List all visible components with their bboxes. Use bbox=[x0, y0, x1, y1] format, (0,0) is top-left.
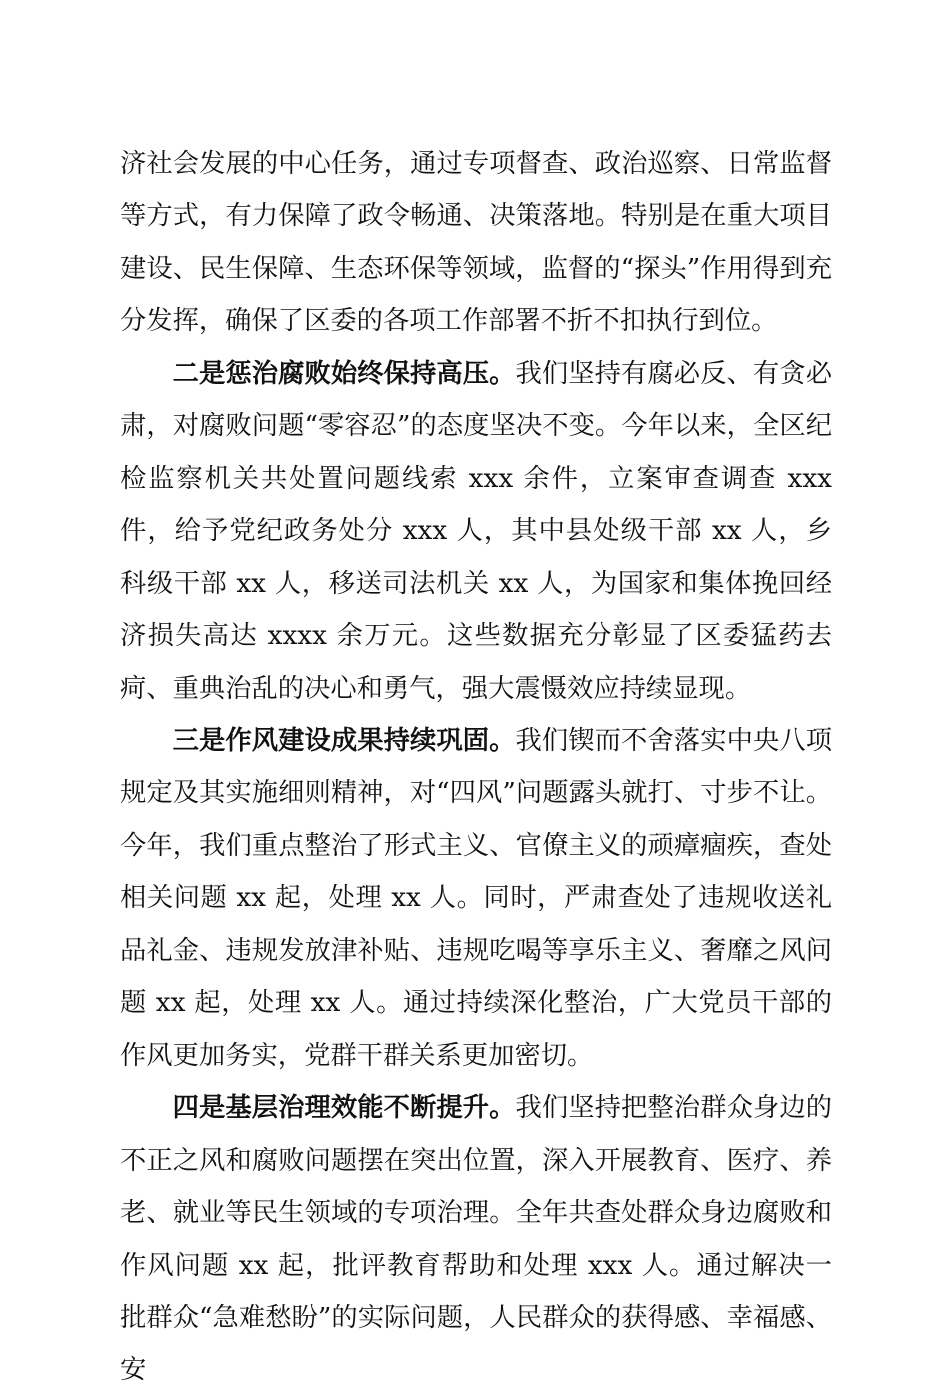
paragraph-text: 济社会发展的中心任务，通过专项督查、政治巡察、日常监督等方式，有力保障了政令畅通、决策落地。特别是在重大项目建设、民生保障、生态环保等领域，监督的“探头”作用得到充分发挥，确保了区委的各项工作部署不折不扣执行到位。 bbox=[120, 149, 832, 337]
paragraph-lead: 二是惩治腐败始终保持高压。 bbox=[172, 357, 516, 389]
paragraph-work-style bbox=[120, 715, 832, 1082]
paragraph-grassroots-governance bbox=[120, 1082, 832, 1397]
paragraph-anti-corruption bbox=[120, 348, 832, 715]
paragraph-text: 我们坚持有腐必反、有贪必肃，对腐败问题“零容忍”的态度坚决不变。今年以来，全区纪检监察机关共处置问题线索 xxx 余件，立案审查调查 xxx 件，给予党纪政务处分 xxx 人，其中县处级干部 xx 人，乡科级干部 xx 人，移送司法机关 xx 人，为国家和集体挽回经济损失高达 xxxx 余万元。这些数据充分彰显了区委猛药去疴、重典治乱的决心和勇气，强大震慑效应持续显现。 bbox=[120, 358, 833, 704]
paragraph-lead: 三是作风建设成果持续巩固。 bbox=[172, 724, 516, 756]
body-text bbox=[120, 138, 832, 1397]
paragraph-text: 我们锲而不舍落实中央八项规定及其实施细则精神，对“四风”问题露头就打、寸步不让。今年，我们重点整治了形式主义、官僚主义的顽瘴痼疾，查处相关问题 xx 起，处理 xx 人。同时，严肃查处了违规收送礼品礼金、违规发放津补贴、违规吃喝等享乐主义、奢靡之风问题 xx 起，处理 xx 人。通过持续深化整治，广大党员干部的作风更加务实，党群干群关系更加密切。 bbox=[120, 725, 833, 1071]
paragraph-lead: 四是基层治理效能不断提升。 bbox=[172, 1092, 516, 1124]
paragraph-continuation bbox=[120, 138, 832, 348]
paragraph-text: 我们坚持把整治群众身边的不正之风和腐败问题摆在突出位置，深入开展教育、医疗、养老、就业等民生领域的专项治理。全年共查处群众身边腐败和作风问题 xx 起，批评教育帮助和处理 xxx 人。通过解决一批群众“急难愁盼”的实际问题，人民群众的获得感、幸福感、安 bbox=[120, 1093, 833, 1386]
